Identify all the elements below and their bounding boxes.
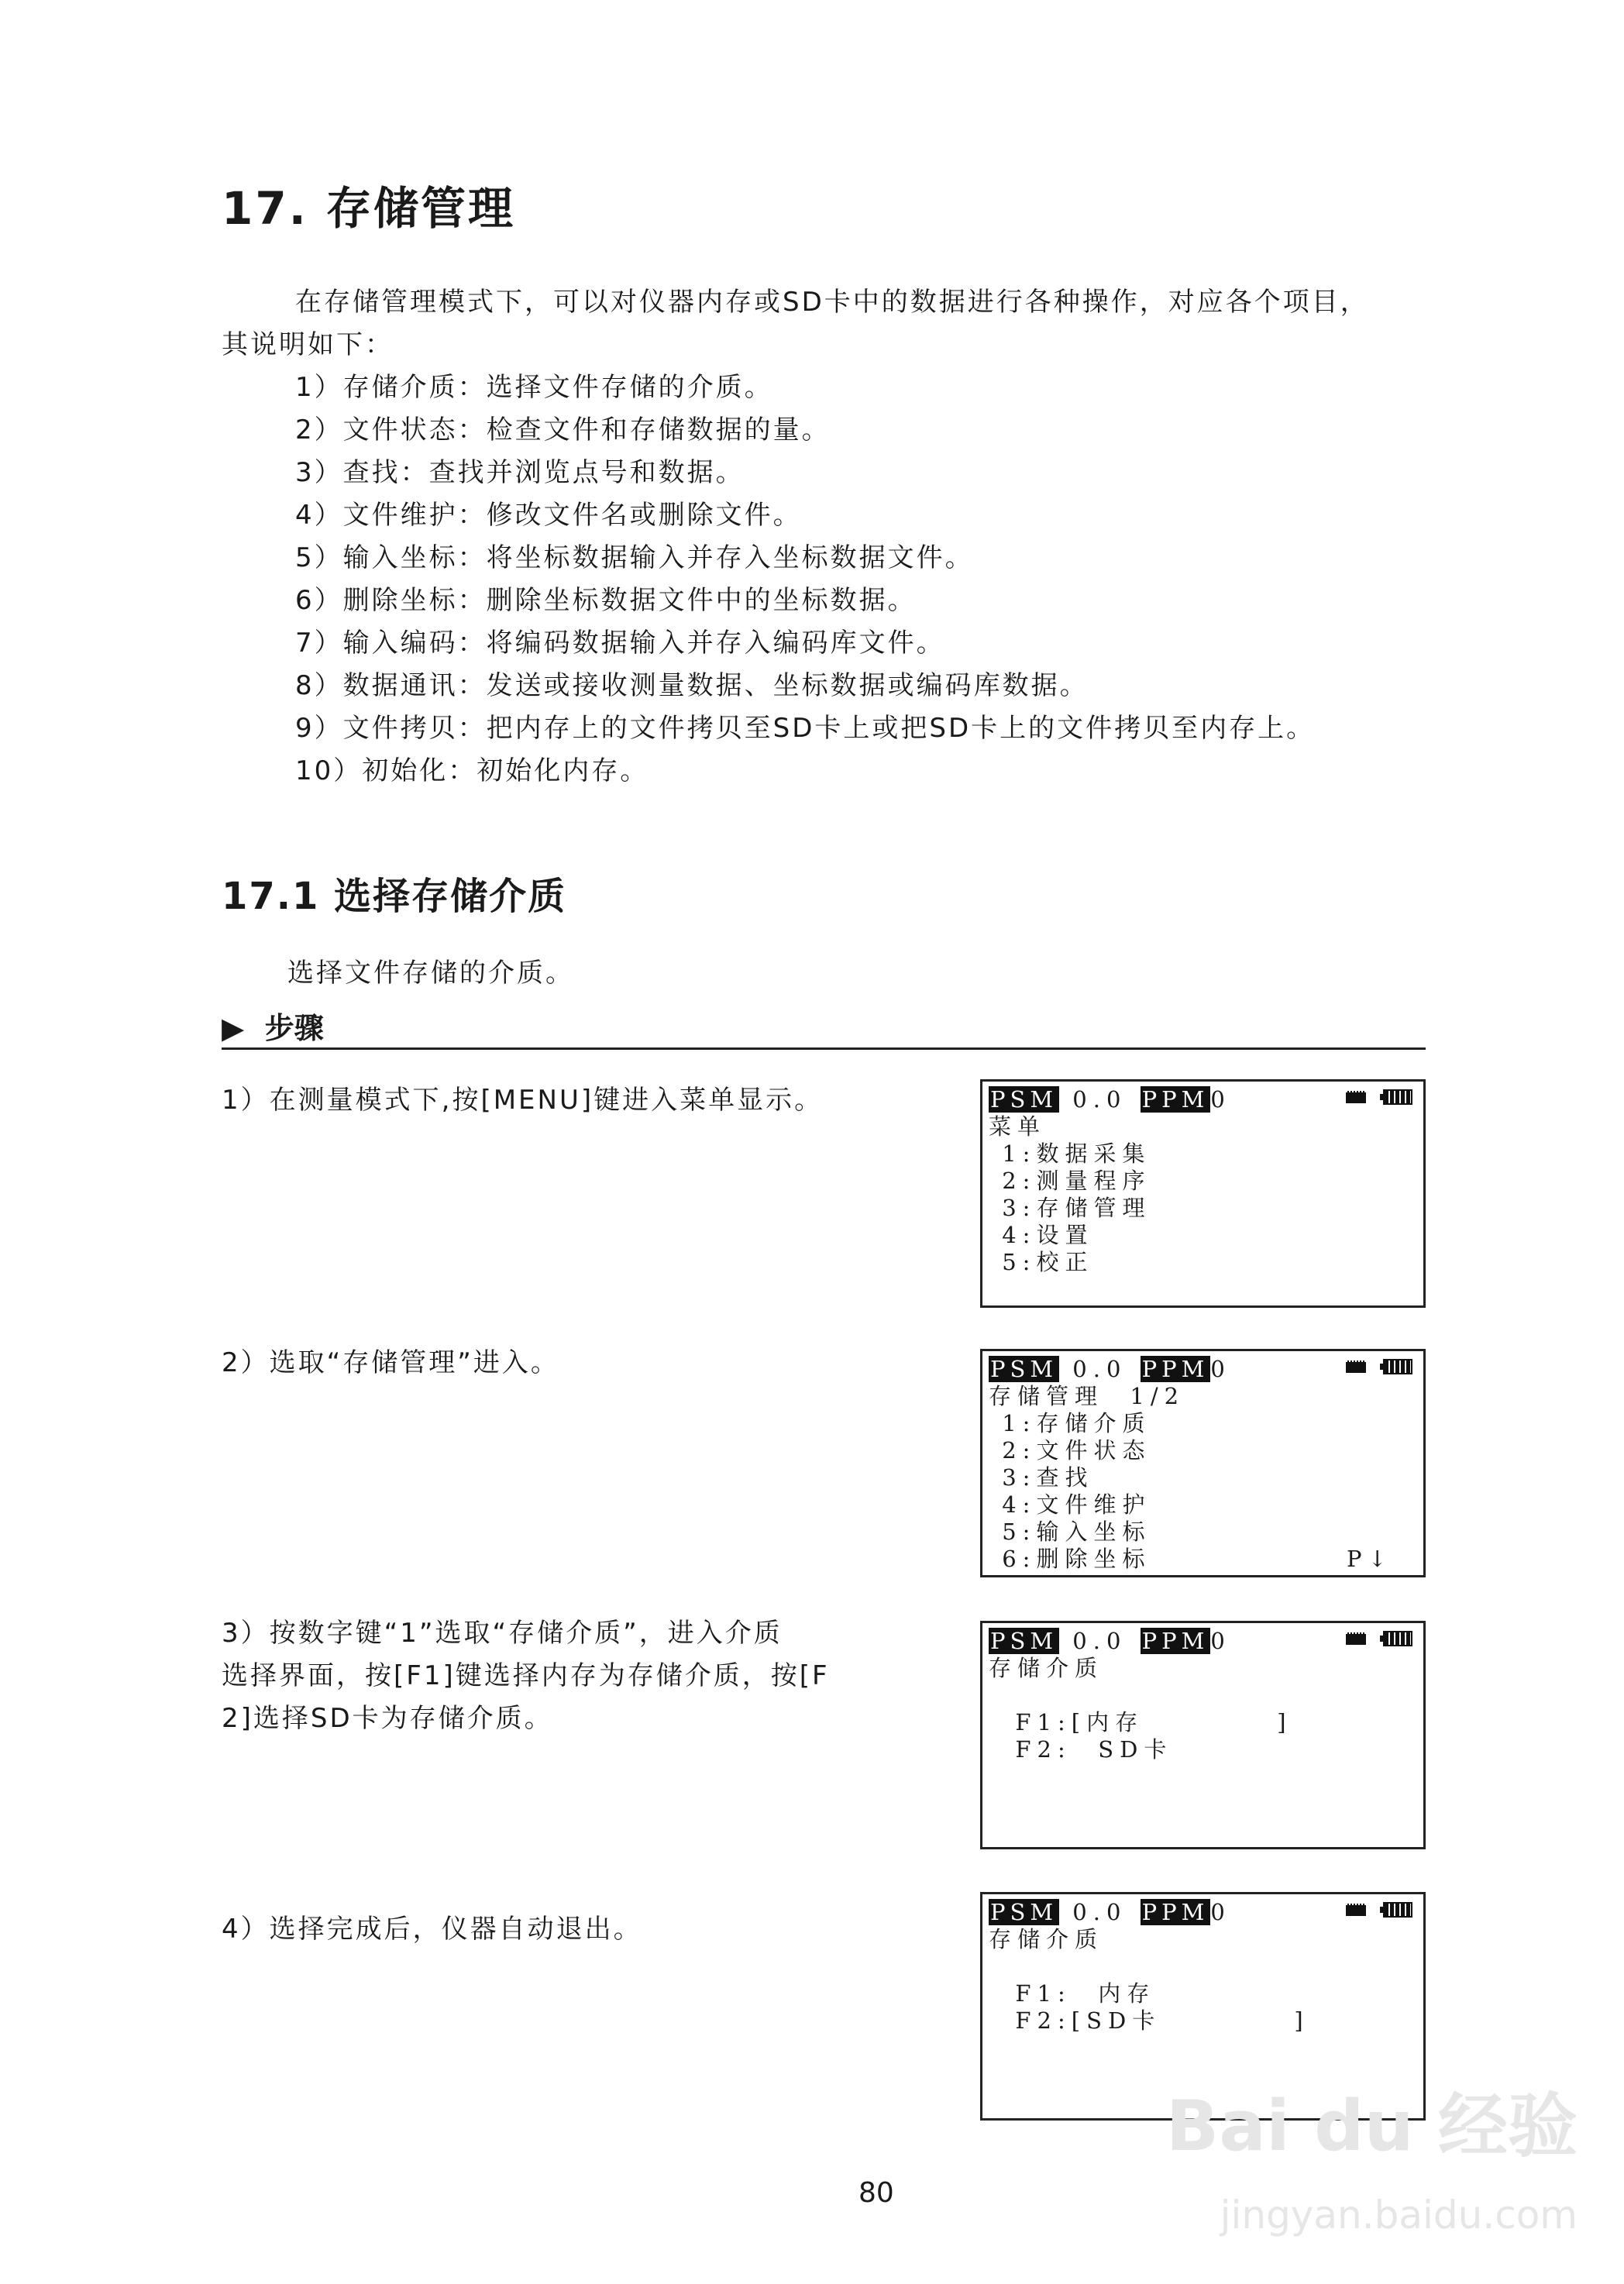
watermark-url: jingyan.baidu.com [1220,2193,1578,2238]
psm-value: 0.0 [1072,1628,1127,1654]
memory-chip-icon [1346,1904,1366,1916]
lcd-row: 1:存储介质 [989,1410,1151,1436]
list-item: 5）输入坐标：将坐标数据输入并存入坐标数据文件。 [295,542,974,573]
lcd-row: 3:存储管理 [989,1195,1151,1221]
lcd-screen [980,1079,1426,1308]
lcd-screen [980,1349,1426,1577]
step-text: 1）在测量模式下,按[MENU]键进入菜单显示。 [222,1085,824,1116]
psm-label: PSM [990,1356,1058,1382]
psm-value: 0.0 [1072,1899,1127,1925]
list-item: 7）输入编码：将编码数据输入并存入编码库文件。 [295,628,945,659]
lcd-row: F1: 内存 [989,1980,1156,2007]
lcd-row: F1:[内存 ] [989,1709,1292,1735]
lcd-row: 4:文件维护 [989,1491,1151,1518]
status-bar [989,1356,1231,1383]
battery-icon [1383,1359,1412,1374]
ppm-label: PPM [1141,1356,1209,1382]
lcd-row: 菜单 [989,1113,1047,1140]
steps-heading [222,1004,324,1047]
lcd-row: F2: SD卡 [989,1736,1173,1763]
ppm-value: 0 [1210,1899,1231,1925]
ppm-label: PPM [1141,1899,1209,1925]
lcd-row: 5:校正 [989,1249,1094,1275]
status-bar [989,1628,1231,1655]
page-down-indicator: P↓ [1347,1546,1393,1572]
list-item: 6）删除坐标：删除坐标数据文件中的坐标数据。 [295,585,917,616]
ppm-label: PPM [1141,1086,1209,1113]
lcd-row: 存储介质 [989,1655,1104,1681]
lcd-screen [980,1621,1426,1849]
step-text: 2）选取“存储管理”进入。 [222,1347,559,1378]
status-bar [989,1899,1231,1926]
divider [222,1047,1426,1050]
list-item: 2）文件状态：检查文件和存储数据的量。 [295,414,831,445]
lcd-row: 3:查找 [989,1464,1094,1491]
section-title: 17.1 选择存储介质 [222,875,567,918]
psm-label: PSM [990,1628,1058,1654]
lcd-row: 2:测量程序 [989,1168,1151,1194]
lcd-row: 存储介质 [989,1926,1104,1952]
lcd-row: 2:文件状态 [989,1437,1151,1464]
memory-chip-icon [1346,1091,1366,1103]
list-item: 4）文件维护：修改文件名或删除文件。 [295,500,802,531]
page-title: 17. 存储管理 [222,182,515,235]
ppm-value: 0 [1210,1356,1231,1382]
list-item: 9）文件拷贝：把内存上的文件拷贝至SD卡上或把SD卡上的文件拷贝至内存上。 [295,713,1316,744]
list-item: 1）存储介质：选择文件存储的介质。 [295,372,773,403]
step-text: 3）按数字键“1”选取“存储介质”，进入介质 [222,1618,783,1649]
step-text: 2]选择SD卡为存储介质。 [222,1703,553,1734]
memory-chip-icon [1346,1360,1366,1373]
ppm-value: 0 [1210,1086,1231,1113]
lcd-row: 5:输入坐标 [989,1519,1151,1545]
intro-line: 在存储管理模式下，可以对仪器内存或SD卡中的数据进行各种操作，对应各个项目， [295,287,1369,318]
battery-icon [1383,1902,1412,1918]
psm-value: 0.0 [1072,1086,1127,1113]
section-desc: 选择文件存储的介质。 [287,958,574,989]
step-text: 4）选择完成后，仪器自动退出。 [222,1914,642,1945]
psm-value: 0.0 [1072,1356,1127,1382]
steps-label: 步骤 [264,1011,324,1045]
lcd-row: F2:[SD卡 ] [989,2007,1309,2034]
page-number: 80 [858,2177,894,2209]
psm-label: PSM [990,1086,1058,1113]
list-item: 8）数据通讯：发送或接收测量数据、坐标数据或编码库数据。 [295,670,1089,701]
list-item: 10）初始化：初始化内存。 [295,755,649,786]
status-bar [989,1086,1231,1113]
lcd-row: 1:数据采集 [989,1140,1151,1167]
intro-line: 其说明如下： [222,329,394,360]
watermark-logo: Bai du 经验 [1165,2086,1578,2167]
step-text: 选择界面，按[F1]键选择内存为存储介质，按[F [222,1660,830,1691]
memory-chip-icon [1346,1632,1366,1645]
battery-icon [1383,1089,1412,1105]
list-item: 3）查找：查找并浏览点号和数据。 [295,457,745,488]
triangle-icon: ▶ [222,1011,265,1045]
lcd-row: 6:删除坐标 [989,1546,1151,1572]
lcd-row: 存储管理 1/2 [989,1383,1185,1409]
ppm-value: 0 [1210,1628,1231,1654]
lcd-row: 4:设置 [989,1222,1094,1248]
battery-icon [1383,1631,1412,1646]
ppm-label: PPM [1141,1628,1209,1654]
psm-label: PSM [990,1899,1058,1925]
